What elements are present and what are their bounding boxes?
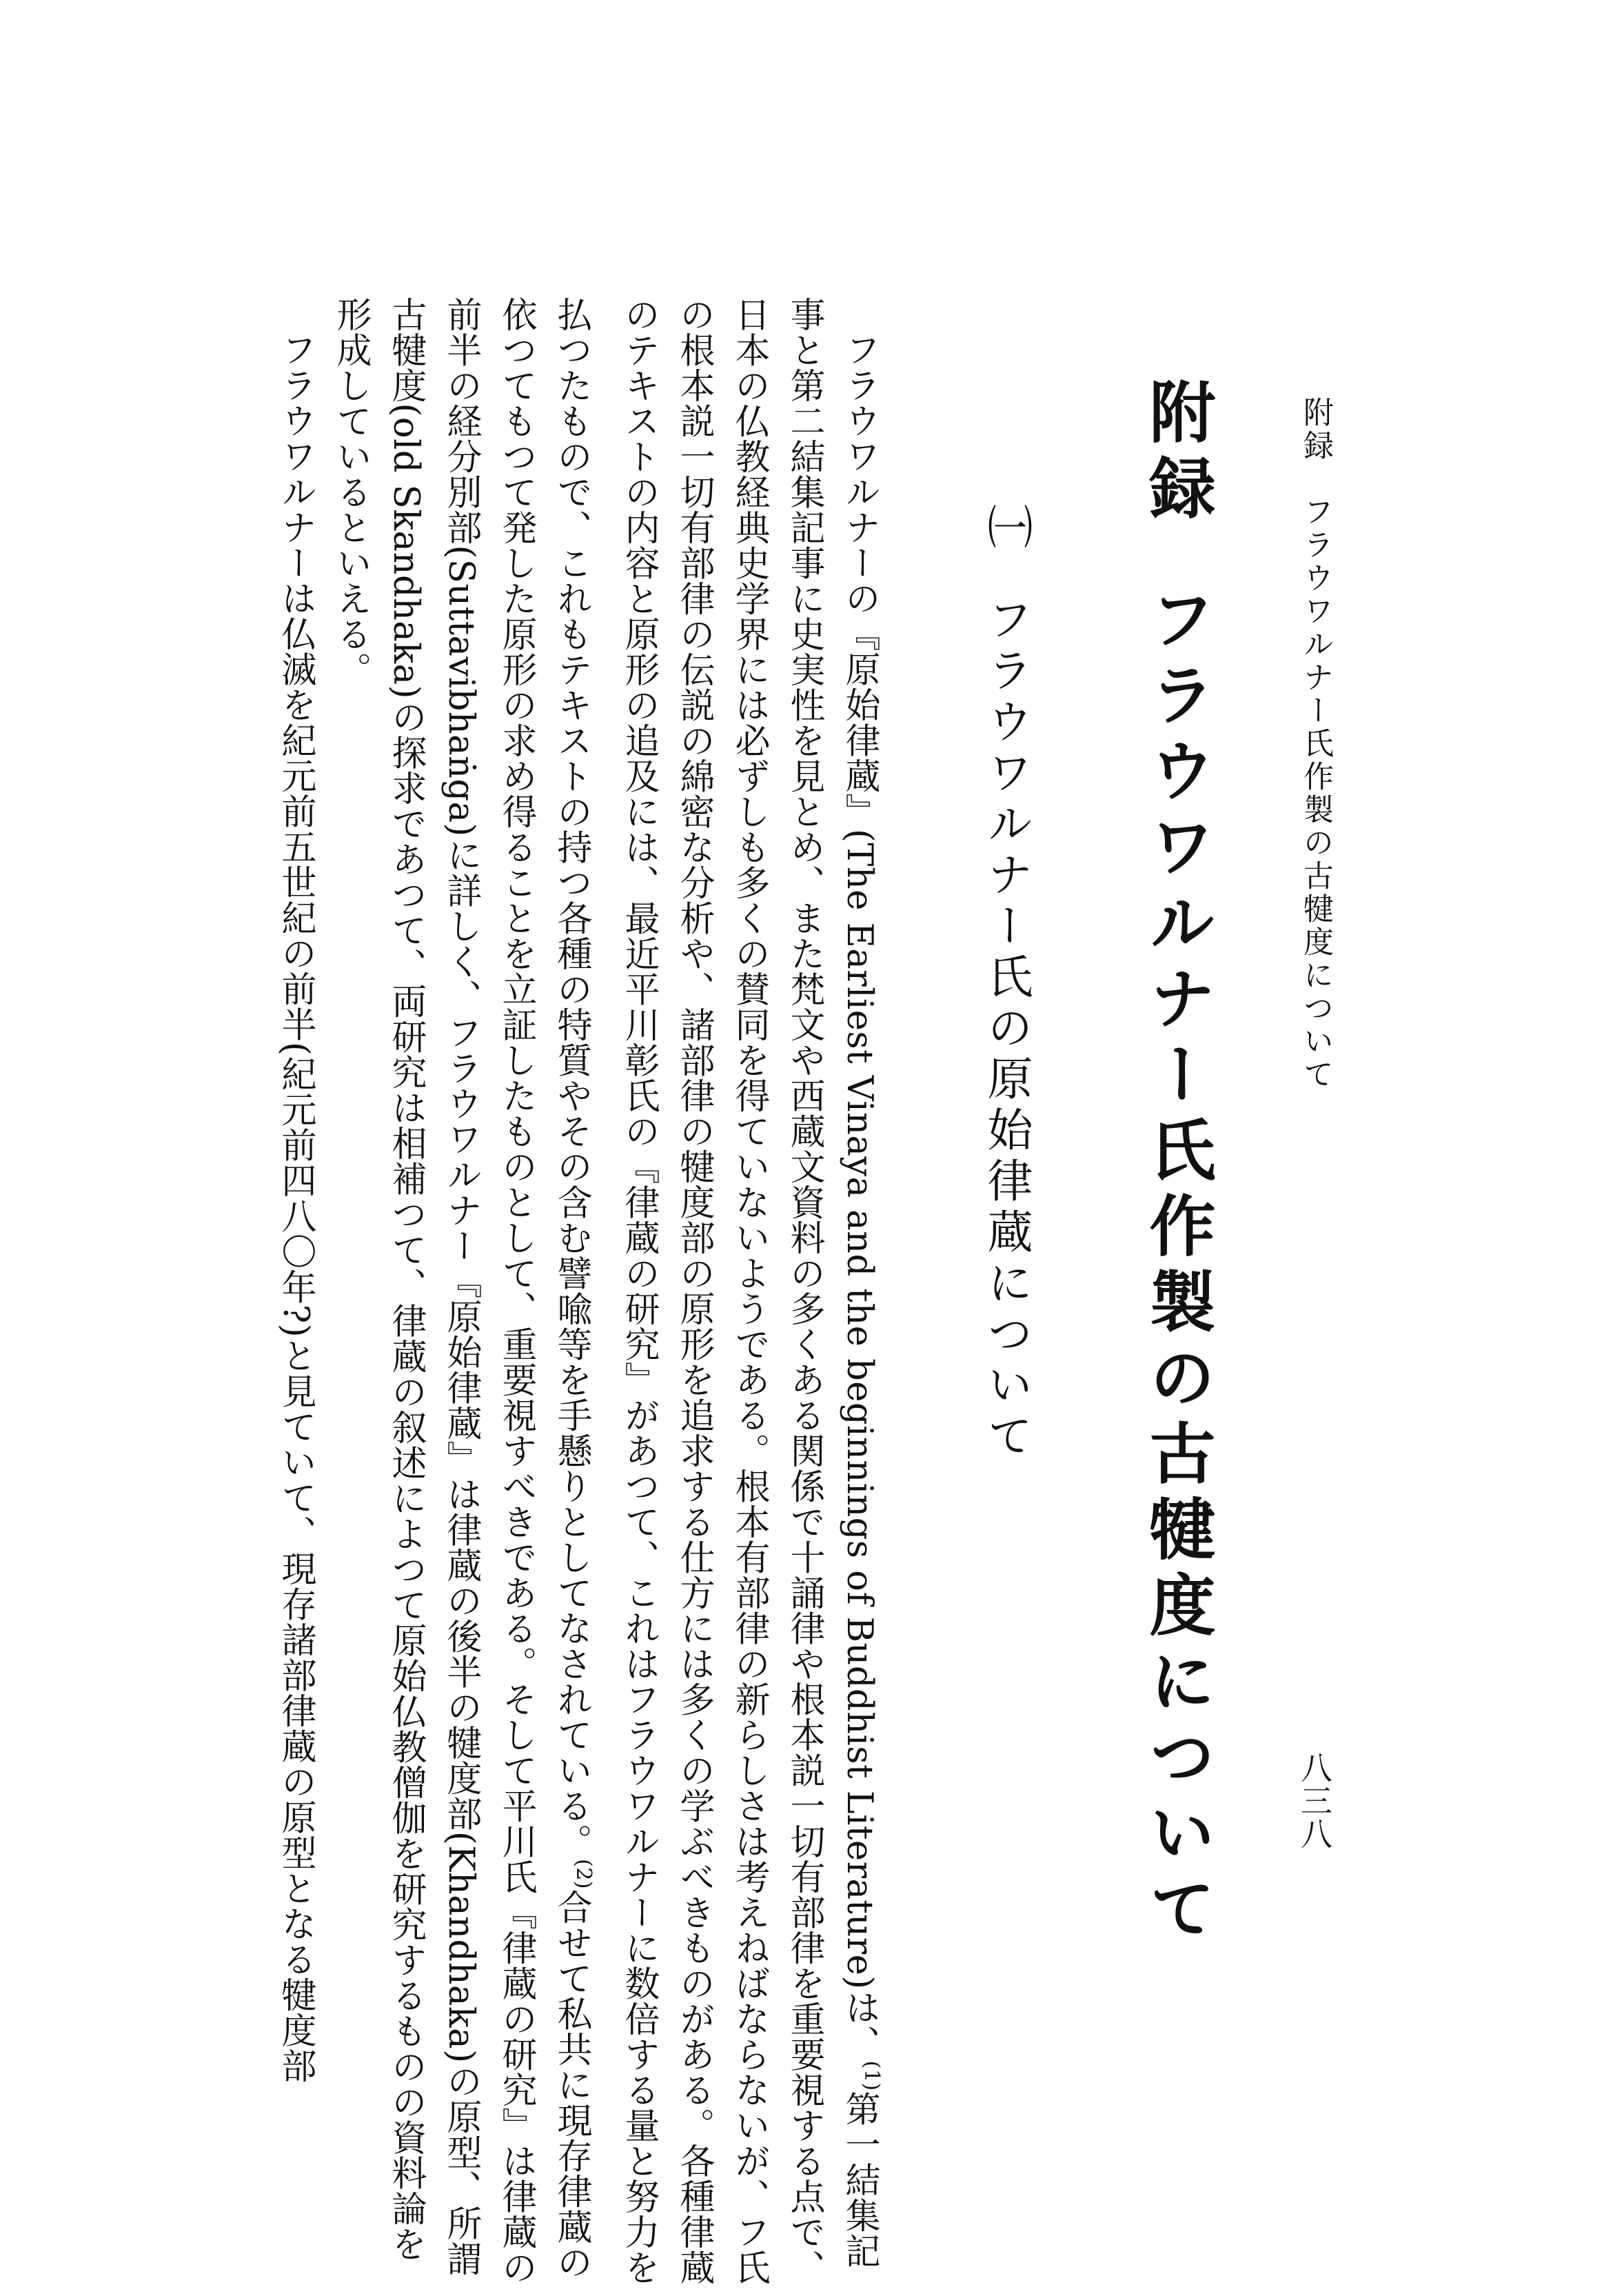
p1-part-c: 合せて私共に現存律蔵の依つてもつて発した原形の求め得ることを立証したものとして、重要視すべきである。そして平川氏『律蔵の研究』は律蔵の前半の経分別部(Suttavibhaṅga)に詳しく、フラウワルナー『原始律蔵』は律蔵の後半の犍度部(Khandhaka)の原型、所謂古犍度(old Skandhaka)の探求であつて、両研究は相補つて、律蔵の叙述によつて原始仏教僧伽を研究するものの資料論を形成しているといえる。 bbox=[330, 296, 591, 2285]
title-text: フラウワルナー氏作製の古犍度について bbox=[1139, 585, 1217, 1950]
body-text bbox=[210, 296, 899, 2296]
running-head: 附録 フラウワルナー氏作製の古犍度について bbox=[1298, 396, 1333, 1091]
page-number: 八三八 bbox=[1296, 1751, 1333, 1851]
section-title: フラウワルナー氏の原始律蔵について bbox=[980, 596, 1033, 1463]
p1-part-a: フラウワルナーの『原始律蔵』(The Earliest Vinaya and the beginnings of Buddhist Literature)は、 bbox=[839, 332, 880, 2061]
title-label: 附録 bbox=[1139, 378, 1217, 530]
footnote-ref-2[interactable]: (2) bbox=[571, 1859, 596, 1889]
section-number: ㈠ bbox=[980, 503, 1033, 554]
section-heading bbox=[980, 503, 1033, 1463]
p1-part-b: 第一結集記事と第二結集記事に史実性を見とめ、また梵文や西蔵文資料の多くある関係で十誦律や根本説一切有部律を重要視する点で、日本の仏教経典史学界には必ずしも多くの賛同を得ていないようである。根本有部律の新らしさは考えねばならないが、フ氏の根本説一切有部律の伝説の綿密な分析や、諸部律の犍度部の原形を追求する仕方には多くの学ぶべきものがある。各種律蔵のテキストの内容と原形の追及には、最近平川彰氏の『律蔵の研究』があつて、これはフラウワルナーに数倍する量と努力を払つたもので、これもテキストの持つ各種の特質やその含む譬喩等を手懸りとしてなされている。 bbox=[551, 296, 880, 2285]
paragraph-1 bbox=[323, 296, 899, 2296]
page-title bbox=[1139, 378, 1217, 1950]
footnote-ref-1[interactable]: (1) bbox=[860, 2060, 884, 2091]
paragraph-2: フラウワルナーは仏滅を紀元前五世紀の前半(紀元前四八〇年?)と見ていて、現存諸部律蔵の原型となる犍度部 bbox=[275, 332, 316, 2084]
